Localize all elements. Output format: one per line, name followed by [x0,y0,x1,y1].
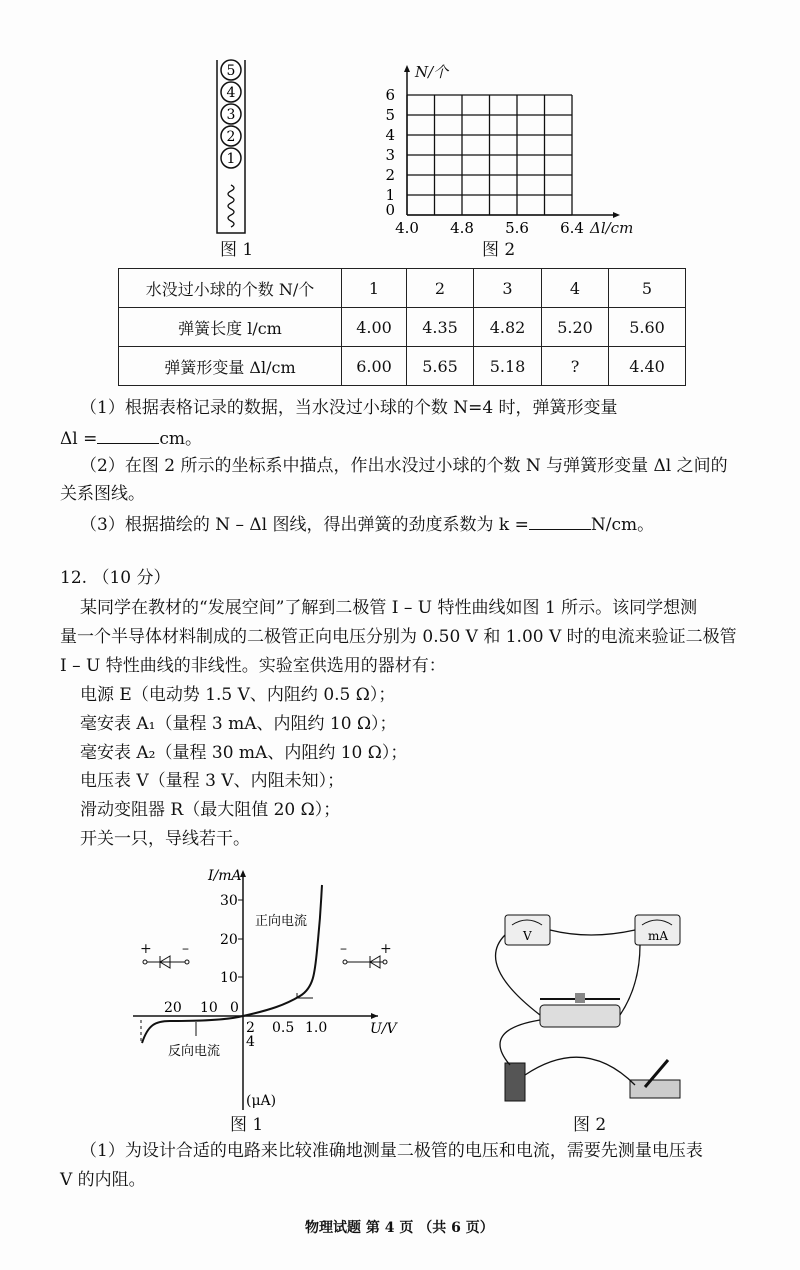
iu-characteristic-chart [100,860,430,1120]
svg-text:–: – [182,941,189,957]
q12-line: I – U 特性曲线的非线性。实验室供选用的器材有： [60,656,446,676]
q-score: （10 分） [92,568,171,588]
table-row [119,269,686,308]
diode-reverse-symbol [140,941,189,968]
cell: 4.35 [407,308,474,347]
q12-header [60,568,171,588]
x-neg-tick: 10 [200,1000,218,1016]
cell: 5 [609,269,686,308]
q-number: 12. [60,568,88,588]
y-axis-arrow [404,65,410,72]
q12-line: 电压表 V（量程 3 V、内阻未知）； [80,771,345,791]
spring-tube-figure [205,55,265,240]
y-tick: 5 [385,106,395,124]
fig1-caption: 图 1 [220,240,254,260]
cell: 5.60 [609,308,686,347]
ball-number: 5 [226,63,236,79]
q12-line: 毫安表 A₁（量程 3 mA、内阻约 10 Ω）； [80,714,397,734]
reverse-current-label: 反向电流 [168,1044,221,1059]
x-axis-label: Δl/cm [590,219,634,237]
q11-part1-answer [60,427,202,449]
row-header: 弹簧长度 l/cm [119,308,342,347]
x-neg-tick: 0 [230,1000,239,1016]
x-neg-tick: 20 [164,1000,182,1016]
x-tick: 5.6 [505,219,529,237]
y-tick: 20 [220,932,238,948]
page-footer: 物理试题 第 4 页 （共 6 页） [305,1220,494,1236]
q12-line: 滑动变阻器 R（最大阻值 20 Ω）； [80,800,341,820]
q12-line: 开关一只，导线若干。 [80,829,250,849]
cell: 6.00 [342,347,407,386]
cell: ? [542,347,609,386]
forward-current-label: 正向电流 [255,914,308,929]
ball-number: 3 [226,107,236,123]
table-row [119,347,686,386]
voltmeter [505,915,550,945]
y-tick: 1 [385,186,395,204]
q11-part1: （1）根据表格记录的数据，当水没过小球的个数 N=4 时，弹簧形变量 [80,398,618,418]
x-tick: 0.5 [272,1020,295,1036]
cell: 5.65 [407,347,474,386]
cell: 4 [542,269,609,308]
q11-part2: （2）在图 2 所示的坐标系中描点，作出水没过小球的个数 N 与弹簧形变量 Δl 之间的 [80,456,728,476]
ball-number: 1 [226,151,236,167]
y-tick: 10 [220,970,238,986]
unit: cm。 [159,429,203,449]
data-table [118,268,686,386]
svg-text:–: – [340,941,347,957]
cell: 1 [342,269,407,308]
x-axis-label: U/V [370,1021,397,1037]
y-tick: 6 [385,86,395,104]
q12-line: 量一个半导体材料制成的二极管正向电压分别为 0.50 V 和 1.00 V 时的电流来验证二极管 [60,627,737,647]
milliammeter [635,915,680,945]
fig2-caption: 图 2 [482,240,516,260]
voltmeter-label: V [523,929,532,943]
q11-part2-cont: 关系图线。 [60,484,145,504]
n-dl-grid [360,60,650,240]
ball-number: 2 [226,129,236,145]
q12-line: 某同学在教材的“发展空间”了解到二极管 I – U 特性曲线如图 1 所示。该同学想测 [80,598,698,618]
cell: 3 [474,269,542,308]
switch [630,1060,680,1098]
apparatus-caption: 图 2 [573,1115,607,1135]
ball-number: 4 [226,85,236,101]
x-tick: 6.4 [560,219,584,237]
cell: 4.00 [342,308,407,347]
y-tick: 4 [385,126,395,144]
y-tick: 30 [220,893,238,909]
y-axis-label: I/mA [208,868,242,884]
x-tick: 4.0 [395,219,419,237]
table-row [119,308,686,347]
y-tick: 0 [385,201,395,219]
rheostat [540,993,620,1027]
cell: 4.82 [474,308,542,347]
milliammeter-label: mA [648,929,669,943]
q12-line: 毫安表 A₂（量程 30 mA、内阻约 10 Ω）； [80,743,408,763]
svg-text:+: + [140,941,152,957]
q12-sub1-cont: V 的内阻。 [60,1170,146,1190]
apparatus-figure [480,895,710,1115]
y-axis-label: N/个 [415,63,449,81]
cell: 5.20 [542,308,609,347]
y-tick: 2 [385,166,395,184]
y-tick: 3 [385,146,395,164]
answer-blank [529,513,591,530]
y-neg-unit: (μA) [246,1093,277,1109]
diode-forward-symbol [340,941,392,968]
label: Δl = [60,429,98,449]
q12-sub1: （1）为设计合适的电路来比较准确地测量二极管的电压和电流，需要先测量电压表 [80,1141,703,1161]
svg-text:+: + [380,941,392,957]
unit: N/cm。 [590,515,655,535]
iu-chart-caption: 图 1 [230,1115,264,1135]
q11-part3 [80,513,654,535]
q12-line: 电源 E（电动势 1.5 V、内阻约 0.5 Ω）； [80,685,396,705]
cell: 4.40 [609,347,686,386]
y-neg-tick: 2 [246,1020,255,1036]
x-tick: 4.8 [450,219,474,237]
row-header: 水没过小球的个数 N/个 [119,269,342,308]
cell: 2 [407,269,474,308]
x-tick: 1.0 [305,1020,328,1036]
cell: 5.18 [474,347,542,386]
y-neg-tick: 4 [246,1034,255,1050]
row-header: 弹簧形变量 Δl/cm [119,347,342,386]
label: （3）根据描绘的 N – Δl 图线，得出弹簧的劲度系数为 k = [80,515,529,535]
battery [505,1063,525,1101]
answer-blank [97,427,159,444]
